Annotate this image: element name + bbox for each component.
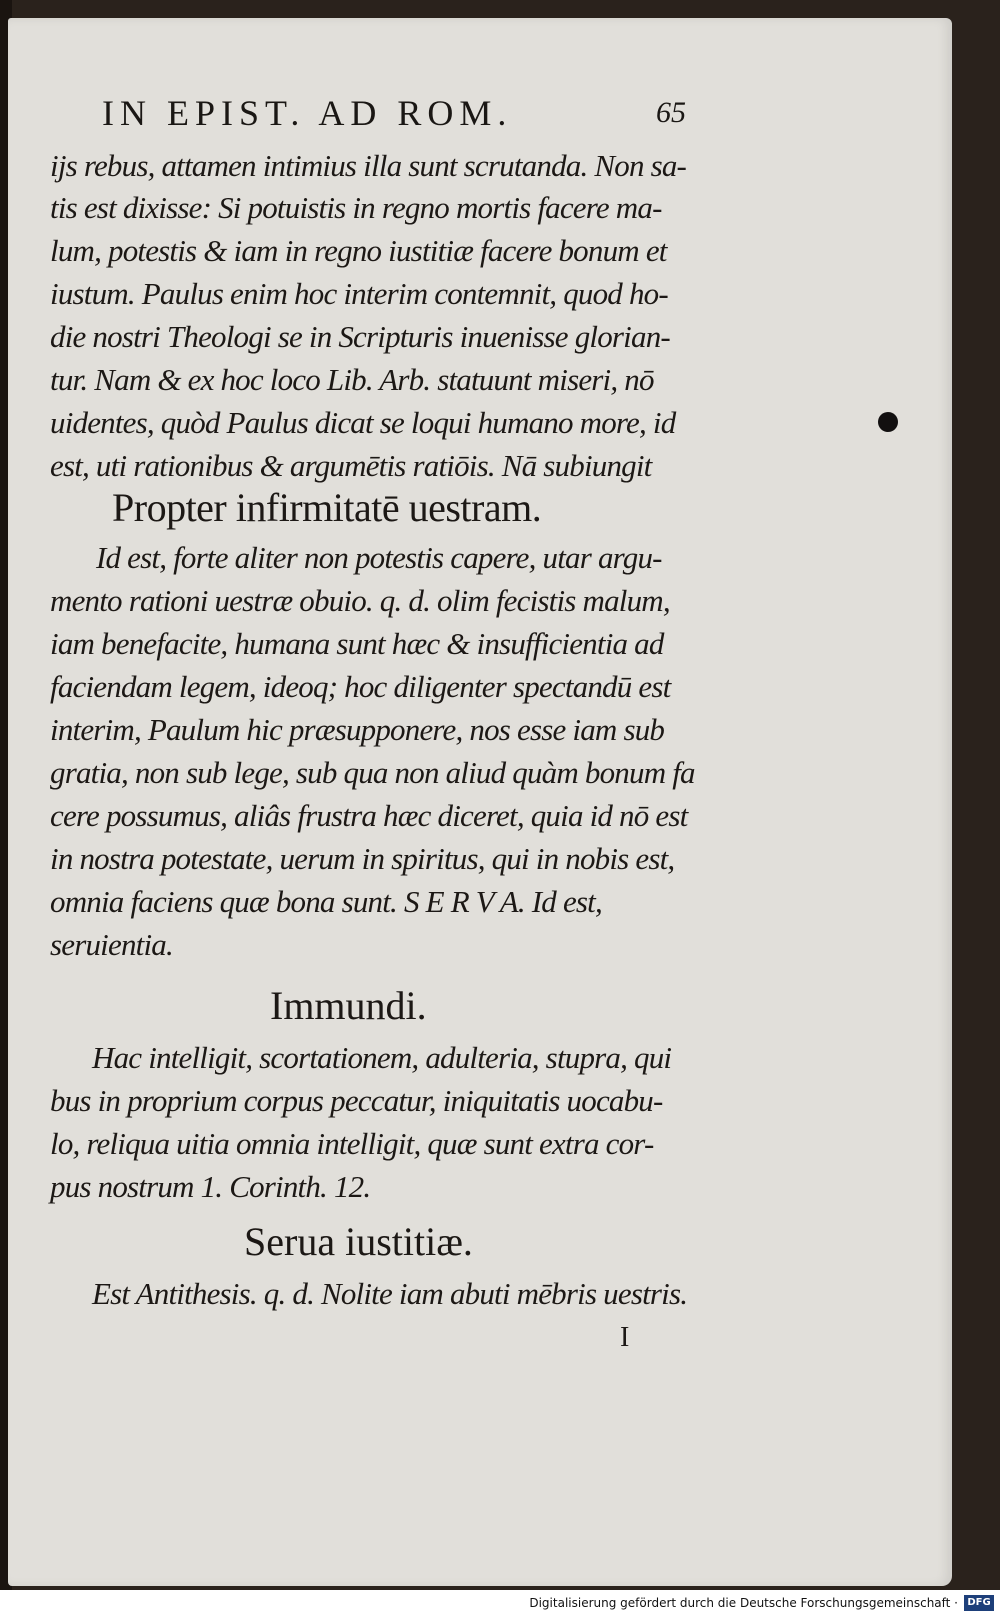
- text-line: lo, reliqua uitia omnia intelligit, quæ sunt extra cor-: [50, 1126, 654, 1161]
- folio-number: 65: [656, 96, 686, 129]
- text-line: Hac intelligit, scortationem, adulteria, stupra, qui: [92, 1040, 672, 1075]
- text-line: gratia, non sub lege, sub qua non aliud quàm bonum fa: [50, 755, 695, 790]
- signature-mark: I: [620, 1322, 630, 1353]
- text-line: ijs rebus, attamen intimius illa sunt scrutanda. Non sa-: [50, 148, 687, 183]
- footer-credit: Digitalisierung gefördert durch die Deutsche Forschungsgemeinschaft ·: [529, 1596, 958, 1610]
- text-line: tis est dixisse: Si potuistis in regno mortis facere ma-: [50, 190, 662, 225]
- text-line: uidentes, quòd Paulus dicat se loqui humano more, id: [50, 405, 676, 440]
- text-line: interim, Paulum hic præsupponere, nos esse iam sub: [50, 712, 665, 747]
- footer-bar: [0, 1590, 1000, 1617]
- text-line: faciendam legem, ideoq; hoc diligenter spectandū est: [50, 669, 671, 704]
- text-line: in nostra potestate, uerum in spiritus, qui in nobis est,: [50, 841, 675, 876]
- text-line: Est Antithesis. q. d. Nolite iam abuti mēbris uestris.: [92, 1276, 688, 1311]
- text-line: pus nostrum 1. Corinth. 12.: [50, 1169, 371, 1204]
- text-line: iustum. Paulus enim hoc interim contemnit, quod ho-: [50, 276, 668, 311]
- text-line: tur. Nam & ex hoc loco Lib. Arb. statuunt miseri, nō: [50, 362, 654, 397]
- text-line: Id est, forte aliter non potestis capere, utar argu-: [96, 540, 662, 575]
- text-line: est, uti rationibus & argumētis ratiōis. Nā subiungit: [50, 448, 652, 483]
- text-line: seruientia.: [50, 927, 173, 962]
- text-line: lum, potestis & iam in regno iustitiæ facere bonum et: [50, 233, 667, 268]
- section-heading: Serua iustitiæ.: [244, 1219, 473, 1264]
- section-heading: Propter infirmitatē uestram.: [112, 485, 542, 530]
- text-line: iam benefacite, humana sunt hæc & insufficientia ad: [50, 626, 664, 661]
- dfg-logo: DFG: [964, 1595, 994, 1611]
- text-line: omnia faciens quæ bona sunt. S E R V A. Id est,: [50, 884, 602, 919]
- section-heading: Immundi.: [270, 983, 427, 1028]
- text-line: die nostri Theologi se in Scripturis inuenisse glorian-: [50, 319, 670, 354]
- text-line: mento rationi uestræ obuio. q. d. olim fecistis malum,: [50, 583, 670, 618]
- page-hole: [878, 412, 898, 432]
- text-line: bus in proprium corpus peccatur, iniquitatis uocabu-: [50, 1083, 663, 1118]
- running-head: IN EPIST. AD ROM.: [102, 93, 513, 133]
- text-line: cere possumus, aliâs frustra hæc diceret, quia id nō est: [50, 798, 688, 833]
